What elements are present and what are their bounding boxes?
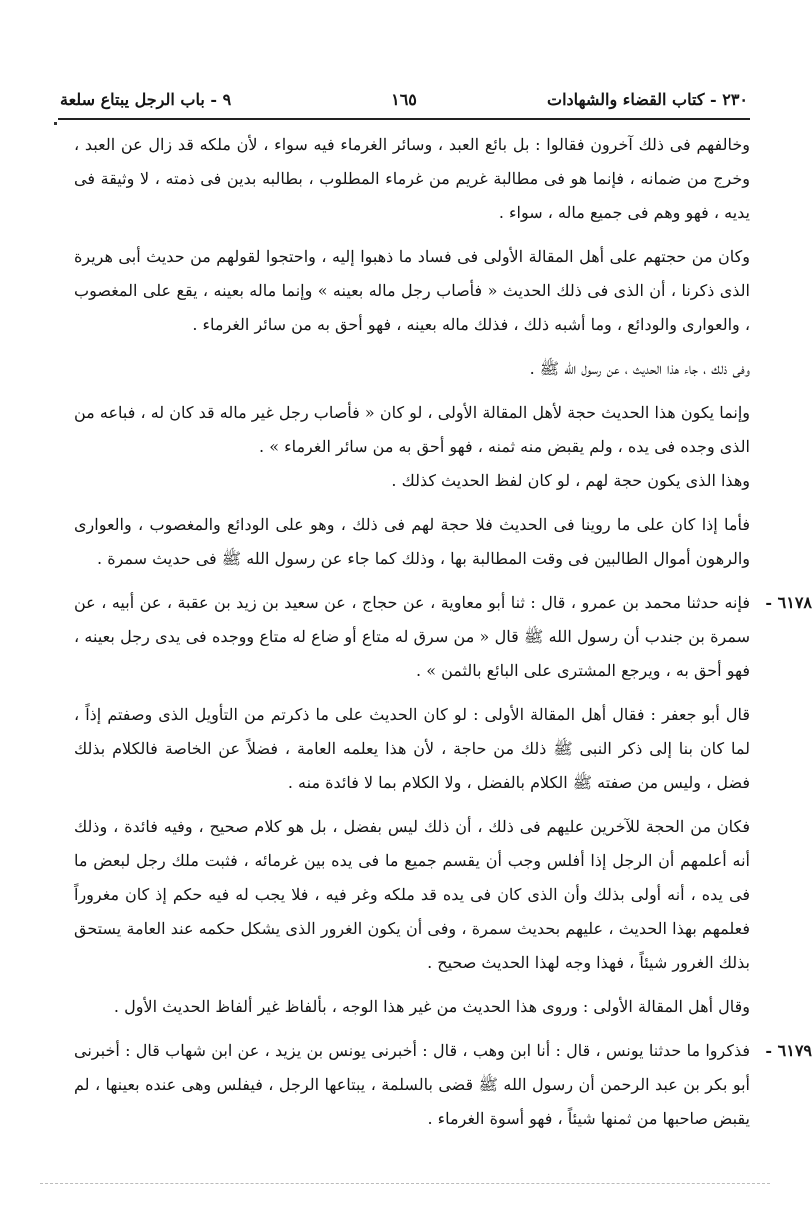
hadith-number: ٦١٧٨ - [765, 593, 812, 612]
hadith-6179 [74, 1034, 812, 1136]
paragraph: فأما إذا كان على ما روينا فى الحديث فلا حجة لهم فى ذلك ، وهو على الودائع والمغصوب ، والعوارى والرهون أموال الطالبين فى وقت المطالبة بها ، وذلك كما جاء عن رسول الله ﷺ فى حديث سمرة . [74, 515, 751, 568]
paragraph: فكان من الحجة للآخرين عليهم فى ذلك ، أن ذلك ليس بفضل ، بل هو كلام صحيح ، وفيه فائدة ، وذلك أنه أعلمهم أن الرجل إذا أفلس وجب أن يقسم جميع ما فى يده بين غرمائه ، فثبت ملك رجل لبعض ما فى يده ، أنه أولى بذلك وأن الذى كان فى يده قد ملكه وغر فيه ، فلا يجب له فيه حكم إذ كان مغروراً فعلمهم بهذا الحديث ، عليهم بحديث سمرة ، وفى أن يكون الغرور الذى يشكل حكمه عند العامة يستحق بذلك الغرور شيئاً ، فهذا وجه لهذا الحديث صحيح . [74, 817, 751, 972]
paragraph: وإنما يكون هذا الحديث حجة لأهل المقالة الأولى ، لو كان « فأصاب رجل غير ماله قد كان له ، فباعه من الذى وجده فى يده ، ولم يقبض منه ثمنه ، فهو أحق به من سائر الغرماء » . [74, 403, 750, 456]
margin-mark [54, 122, 57, 125]
header-page-number: ١٦٥ [391, 90, 417, 109]
header-rule [58, 118, 750, 120]
paragraph: وقال أهل المقالة الأولى : وروى هذا الحديث من غير هذا الوجه ، بألفاظ غير ألفاظ الحديث الأول . [113, 997, 750, 1016]
hadith-6178 [74, 586, 812, 688]
header-book-title: ٢٣٠ - كتاب القضاء والشهادات [547, 90, 748, 109]
main-text [74, 128, 812, 1136]
paragraph: قال أبو جعفر : فقال أهل المقالة الأولى : لو كان الحديث على ما ذكرتم من التأويل الذى وصفتم إذاً ، لما كان بنا إلى ذكر النبى ﷺ ذلك من حاجة ، لأن هذا يعلمه العامة ، فضلاً عن الخاصة فالكلام بذلك فضل ، وليس من صفته ﷺ الكلام بالفضل ، ولا الكلام بما لا فائدة منه . [74, 705, 750, 792]
paragraph: وكان من حجتهم على أهل المقالة الأولى فى فساد ما ذهبوا إليه ، واحتجوا لقولهم من حديث أبى هريرة الذى ذكرنا ، أن الذى فى ذلك الحديث « فأصاب رجل ماله بعينه » وإنما ماله بعينه ، يقع على المغصوب ، والعوارى والودائع ، وما أشبه ذلك ، فذلك ماله بعينه ، فهو أحق به من سائر الغرماء . [74, 247, 750, 334]
hadith-text: فإنه حدثنا محمد بن عمرو ، قال : ثنا أبو معاوية ، عن حجاج ، عن سعيد بن زيد بن عقبة ، عن أبيه ، عن سمرة بن جندب أن رسول الله ﷺ قال « من سرق له متاع أو ضاع له متاع ووجده فى يدى رجل بعينه ، فهو أحق به ، ويرجع المشترى على البائع بالثمن » . [74, 593, 750, 680]
header-chapter-title: ٩ - باب الرجل يبتاع سلعة [60, 90, 232, 109]
paragraph: وخالفهم فى ذلك آخرون فقالوا : بل بائع العبد ، وسائر الغرماء فيه سواء ، لأن ملكه قد زال عن العبد ، وخرج من ضمانه ، فإنما هو فى مطالبة غريم من غرماء المطلوب ، بطالبه بدين فى ذمته ، لا وثيقة فى يديه ، فهو وهم فى جميع ماله ، سواء . [74, 135, 750, 222]
paragraph: وهذا الذى يكون حجة لهم ، لو كان لفظ الحديث كذلك . [391, 471, 750, 490]
running-header [60, 84, 748, 118]
scan-edge-noise [40, 1183, 770, 1184]
hadith-number: ٦١٧٩ - [765, 1041, 812, 1060]
hadith-text: فذكروا ما حدثنا يونس ، قال : أنا ابن وهب ، قال : أخبرنى يونس بن يزيد ، عن ابن شهاب قال : أخبرنى أبو بكر بن عبد الرحمن أن رسول الله ﷺ قضى بالسلمة ، يبتاعها الرجل ، فيفلس وهى عنده بعينها ، لم يقبض صاحبها من ثمنها شيئاً ، فهو أسوة الغرماء . [74, 1041, 751, 1128]
paragraph: وفى ذلك ، جاء هذا الحديث ، عن رسول الله ﷺ . [529, 359, 750, 378]
